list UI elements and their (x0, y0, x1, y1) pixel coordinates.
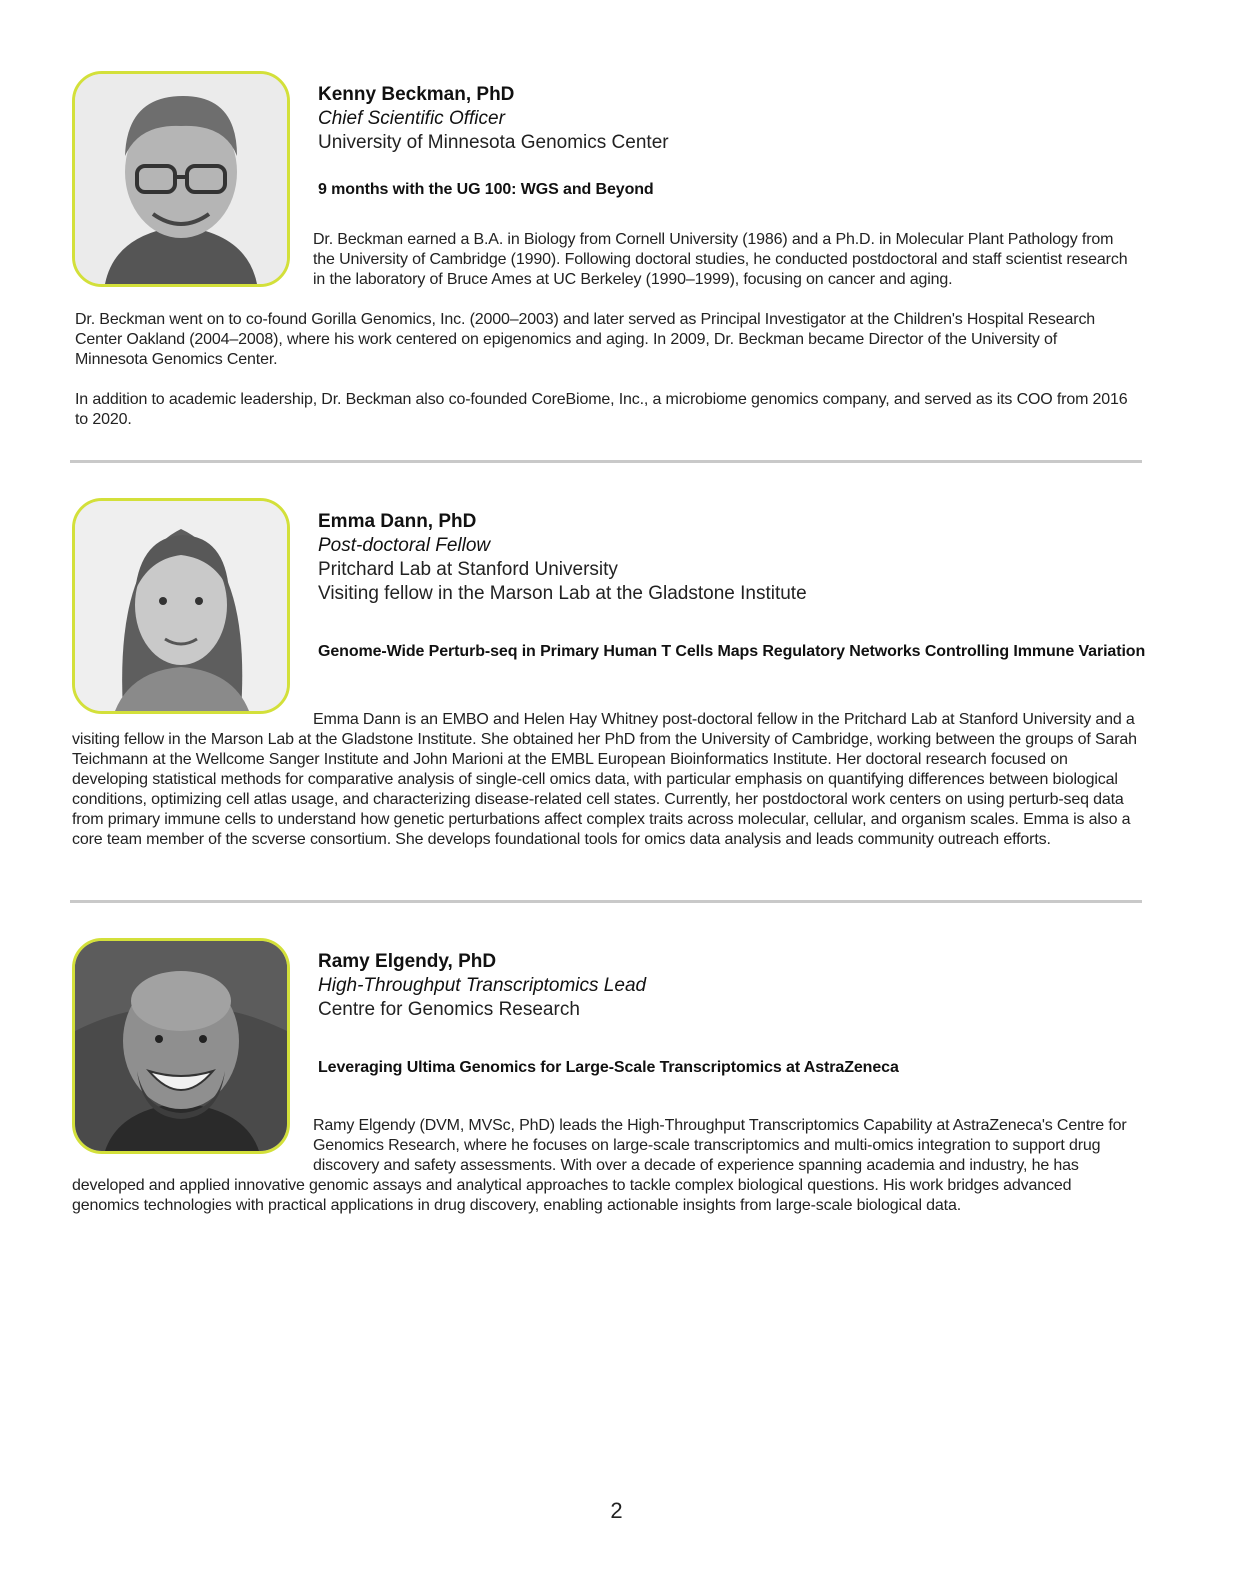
bio-paragraph: Ramy Elgendy (DVM, MVSc, PhD) leads the High-Throughput Transcriptomics Capability at AstraZeneca's Centre for Genomics Research, where he focuses on large-scale transcriptomics and multi-omics integration to support drug discovery and safety assessments. With over a decade of experience spanning academia and industry, he has developed and applied innovative genomic assays and analytical approaches to tackle complex biological questions. His work bridges advanced genomics technologies with practical applications in drug discovery, enabling actionable insights from large-scale biological data. (72, 1117, 1127, 1214)
speaker-organization: Pritchard Lab at Stanford University (318, 559, 618, 580)
portrait-image (75, 501, 287, 711)
speaker-organization: Centre for Genomics Research (318, 999, 580, 1020)
bio-paragraph: In addition to academic leadership, Dr. Beckman also co-founded CoreBiome, Inc., a microbiome genomics company, and served as its COO from 2016 to 2020. (75, 391, 1128, 428)
speaker-header (318, 83, 1138, 200)
talk-title: Genome-Wide Perturb-seq in Primary Human T Cells Maps Regulatory Networks Controlling Immune Variation (318, 643, 1146, 660)
speaker-bio-body (72, 1116, 1140, 1216)
bio-paragraph: Emma Dann is an EMBO and Helen Hay Whitney post-doctoral fellow in the Pritchard Lab at Stanford University and a visiting fellow in the Marson Lab at the Gladstone Institute. She obtained her PhD from the University of Cambridge, working between the groups of Sarah Teichmann at the Wellcome Sanger Institute and John Marioni at the EMBL European Bioinformatics Institute. Her doctoral research focused on developing statistical methods for comparative analysis of single-cell omics data, with particular emphasis on quantifying differences between biological conditions, optimizing cell atlas usage, and characterizing disease-related cell states. Currently, her postdoctoral work centers on using perturb-seq data from primary immune cells to understand how genetic perturbations affect complex traits across molecular, cellular, and organism scales. Emma is also a core team member of the scverse consortium. She develops foundational tools for omics data analysis and leads community outreach efforts. (72, 711, 1137, 848)
speaker-header (318, 510, 1146, 662)
bio-wrap-spacer (72, 1116, 313, 1172)
talk-title: 9 months with the UG 100: WGS and Beyond (318, 181, 654, 198)
speaker-organization: University of Minnesota Genomics Center (318, 132, 669, 153)
speaker-role: Chief Scientific Officer (318, 108, 505, 129)
talk-title: Leveraging Ultima Genomics for Large-Scale Transcriptomics at AstraZeneca (318, 1059, 899, 1076)
speaker-role: Post-doctoral Fellow (318, 535, 491, 556)
speaker-bio (72, 710, 1140, 850)
speaker-name: Ramy Elgendy, PhD (318, 951, 497, 972)
speaker-photo (72, 498, 290, 714)
speaker-affiliation: Visiting fellow in the Marson Lab at the Gladstone Institute (318, 583, 807, 604)
speaker-bio (72, 230, 1132, 430)
speaker-header (318, 950, 1138, 1078)
speaker-name: Kenny Beckman, PhD (318, 84, 515, 105)
section-divider (70, 900, 1142, 903)
bio-paragraph: Dr. Beckman went on to co-found Gorilla Genomics, Inc. (2000–2003) and later served as Principal Investigator at the Children's Hospital Research Center Oakland (2004–2008), where his work centered on epigenomics and aging. In 2009, Dr. Beckman became Director of the University of Minnesota Genomics Center. (75, 311, 1096, 368)
page-number: 2 (610, 1498, 623, 1523)
speaker-role: High-Throughput Transcriptomics Lead (318, 975, 647, 996)
section-divider (70, 460, 1142, 463)
bio-paragraph: Dr. Beckman earned a B.A. in Biology from Cornell University (1986) and a Ph.D. in Molecular Plant Pathology from the University of Cambridge (1990). Following doctoral studies, he conducted postdoctoral and staff scientist research in the laboratory of Bruce Ames at UC Berkeley (1990–1999), focusing on cancer and aging. (313, 231, 1128, 288)
speaker-name: Emma Dann, PhD (318, 511, 477, 532)
